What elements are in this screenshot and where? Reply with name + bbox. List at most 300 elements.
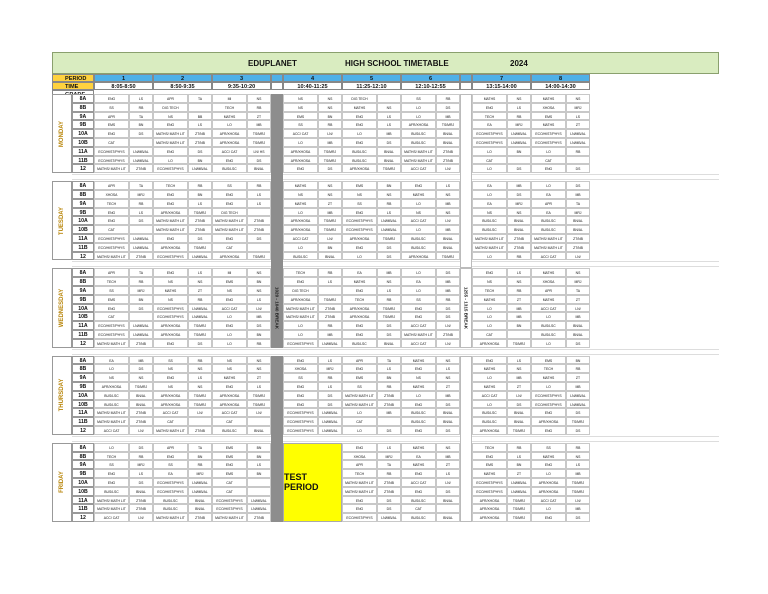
teacher-cell: MB [566, 190, 590, 199]
subject-cell: MATHS [472, 382, 507, 391]
subject-cell: ENG [283, 382, 318, 391]
subject-cell: XHOSA [283, 364, 318, 373]
teacher-cell: NS [247, 364, 271, 373]
subject-cell: CAT [212, 417, 247, 426]
subject-cell: LO [401, 268, 436, 277]
subject-cell: ENG [472, 103, 507, 112]
subject-cell: AFR/XHOSA [531, 478, 566, 487]
subject-cell: ENG [212, 321, 247, 330]
teacher-cell: ZT/NB [318, 312, 342, 321]
teacher-cell: DS [377, 252, 401, 261]
subject-cell: LO [212, 330, 247, 339]
teacher-cell: LN/MB/AL [247, 504, 271, 513]
grade-cell: 10A [72, 304, 94, 313]
teacher-cell: DS [566, 426, 590, 435]
teacher-cell: LN/MB/AL [318, 417, 342, 426]
subject-cell: NS [153, 277, 188, 286]
teacher-cell: DS [436, 312, 460, 321]
teacher-cell: DS [129, 478, 153, 487]
teacher-cell: DS [507, 164, 531, 173]
teacher-cell: BN/AL [436, 138, 460, 147]
subject-cell: LO [342, 408, 377, 417]
teacher-cell: BN [247, 469, 271, 478]
subject-cell: ENG [94, 304, 129, 313]
teacher-cell: TA [129, 112, 153, 121]
teacher-cell: RB [507, 286, 531, 295]
teacher-cell: BN/AL [129, 487, 153, 496]
teacher-cell: MRJ [188, 469, 212, 478]
subject-cell: ENG [94, 469, 129, 478]
subject-cell: APR [94, 181, 129, 190]
subject-cell: MATHS [531, 268, 566, 277]
subject-cell: BUS/LSC [472, 225, 507, 234]
teacher-cell: TS/MRJ [188, 243, 212, 252]
teacher-cell: LN/MB/AL [188, 487, 212, 496]
subject-cell: DIG TECH [153, 103, 188, 112]
subject-cell: AFR/XHOSA [472, 339, 507, 348]
subject-cell: LO [283, 321, 318, 330]
subject-cell: ENG [401, 312, 436, 321]
grade-cell: 12 [72, 513, 94, 522]
subject-cell: NS [283, 94, 318, 103]
teacher-cell: DS [436, 304, 460, 313]
teacher-cell: DS [129, 443, 153, 452]
title-bar [52, 52, 719, 74]
subject-cell: SS [283, 120, 318, 129]
teacher-cell: TS/MRJ [377, 234, 401, 243]
subject-cell: BUS/LSC [153, 496, 188, 505]
teacher-cell: BN [129, 295, 153, 304]
subject-cell: LO [212, 312, 247, 321]
subject-cell: MATHS/ MATH LIT [94, 408, 129, 417]
period-number: 1 [94, 74, 153, 82]
subject-cell: ACC/ CAT [401, 339, 436, 348]
teacher-cell: LS [566, 112, 590, 121]
teacher-cell: LN/MB/AL [377, 225, 401, 234]
teacher-cell: NS [377, 190, 401, 199]
subject-cell: EA [342, 268, 377, 277]
teacher-cell: DS [377, 426, 401, 435]
subject-cell: MATHS/ MATH LIT [283, 312, 318, 321]
teacher-cell: LN/ [436, 216, 460, 225]
period-time: 11:25-12:10 [342, 82, 401, 90]
teacher-cell: DS [436, 426, 460, 435]
subject-cell: XHOSA [531, 103, 566, 112]
teacher-cell: ZT [566, 120, 590, 129]
subject-cell: MATHS/ MATH LIT [472, 243, 507, 252]
subject-cell: NS [212, 364, 247, 373]
subject-cell: MI [212, 94, 247, 103]
teacher-cell: LN/MB/AL [129, 330, 153, 339]
subject-cell: BUS/LSC [401, 234, 436, 243]
teacher-cell: LS [566, 460, 590, 469]
subject-cell: SS [94, 460, 129, 469]
teacher-cell: ZT [188, 286, 212, 295]
day-name: FRIDAY [59, 471, 65, 494]
subject-cell: ACC/ CAT [212, 147, 247, 156]
subject-cell: APR [342, 460, 377, 469]
subject-cell: TECH [472, 443, 507, 452]
subject-cell: ENG [153, 234, 188, 243]
period-label: PERIOD [52, 74, 94, 82]
teacher-cell: DS [566, 181, 590, 190]
subject-cell: BUS/LSC [401, 408, 436, 417]
subject-cell: ENG [153, 452, 188, 461]
subject-cell: LO [401, 391, 436, 400]
teacher-cell: LN/MB/AL [188, 252, 212, 261]
subject-cell: LO [401, 225, 436, 234]
subject-cell: MATHS [401, 443, 436, 452]
teacher-cell: MB [436, 391, 460, 400]
subject-cell: MATHS [531, 295, 566, 304]
teacher-cell: ZT/NB [247, 225, 271, 234]
teacher-cell: LS [247, 295, 271, 304]
subject-cell: AFR/XHOSA [153, 391, 188, 400]
teacher-cell: RB [188, 295, 212, 304]
grade-cell: 12 [72, 339, 94, 348]
subject-cell: BUS/LSC [153, 504, 188, 513]
teacher-cell: RB [129, 277, 153, 286]
day-label [52, 443, 72, 522]
subject-cell: MATHS [342, 103, 377, 112]
subject-cell: APR [153, 443, 188, 452]
subject-cell: NS [153, 364, 188, 373]
teacher-cell: BN [377, 181, 401, 190]
subject-cell: BUS/LSC [401, 417, 436, 426]
subject-cell: ENG [342, 321, 377, 330]
subject-cell: MATHS/ MATH LIT [153, 138, 188, 147]
day-separator [72, 174, 719, 180]
subject-cell: AFR/XHOSA [153, 243, 188, 252]
grade-cell: 10B [72, 400, 94, 409]
subject-cell: AFR/XHOSA [472, 496, 507, 505]
teacher-cell: NS [247, 286, 271, 295]
teacher-cell: MRJ [507, 120, 531, 129]
subject-cell: ECO/HIST/PHYS [531, 129, 566, 138]
teacher-cell: LN/MB/AL [129, 147, 153, 156]
subject-cell: MATHS/ MATH LIT [401, 156, 436, 165]
subject-cell: LO [401, 286, 436, 295]
subject-cell: NS [283, 103, 318, 112]
subject-cell: MATHS [472, 364, 507, 373]
subject-cell: AFR/XHOSA [472, 513, 507, 522]
subject-cell: LO [283, 138, 318, 147]
subject-cell: MATHS [342, 277, 377, 286]
grade-cell: 12 [72, 426, 94, 435]
teacher-cell: LS [377, 208, 401, 217]
teacher-cell: MB [566, 312, 590, 321]
subject-cell: LO [472, 304, 507, 313]
subject-cell: CAT [472, 330, 507, 339]
subject-cell: EA [472, 199, 507, 208]
grade-cell: 11A [72, 234, 94, 243]
subject-cell: NS [342, 190, 377, 199]
teacher-cell [507, 156, 531, 165]
subject-cell: ECO/HIST/PHYS [472, 487, 507, 496]
teacher-cell: BN [507, 147, 531, 156]
teacher-cell: LS [377, 120, 401, 129]
teacher-cell: LS [188, 120, 212, 129]
teacher-cell: LN/MB/AL [188, 164, 212, 173]
teacher-cell: LN/MB/AL [129, 321, 153, 330]
subject-cell: EMS [212, 469, 247, 478]
day-name: TUESDAY [59, 206, 65, 235]
teacher-cell: DS [507, 400, 531, 409]
grade-cell: 8B [72, 452, 94, 461]
period-time: 10:40-11:25 [283, 82, 342, 90]
teacher-cell: BN [507, 321, 531, 330]
teacher-cell: TS/MRJ [318, 156, 342, 165]
teacher-cell: MB [566, 382, 590, 391]
subject-cell: TECH [531, 364, 566, 373]
teacher-cell: ZT/NB [129, 252, 153, 261]
subject-cell: LO [472, 164, 507, 173]
subject-cell: MATHS/ MATH LIT [342, 400, 377, 409]
teacher-cell: ZT/NB [377, 487, 401, 496]
subject-cell: MATHS/ MATH LIT [342, 487, 377, 496]
teacher-cell: BN/AL [436, 234, 460, 243]
teacher-cell: TA [566, 286, 590, 295]
subject-cell: LO [401, 103, 436, 112]
subject-cell: EMS [212, 443, 247, 452]
subject-cell: MATHS/ MATH LIT [94, 417, 129, 426]
subject-cell: LO [531, 312, 566, 321]
subject-cell: BUS/LSC [472, 417, 507, 426]
teacher-cell: MB [318, 208, 342, 217]
subject-cell: MATHS/ MATH LIT [94, 252, 129, 261]
teacher-cell: DS [247, 234, 271, 243]
teacher-cell: DS [436, 487, 460, 496]
subject-cell: BUS/LSC [94, 400, 129, 409]
period-number: 6 [401, 74, 460, 82]
subject-cell: ENG [342, 112, 377, 121]
teacher-cell: RB [247, 181, 271, 190]
teacher-cell: ZT/NB [436, 147, 460, 156]
subject-cell: ACC/ CAT [531, 304, 566, 313]
teacher-cell: BN [247, 277, 271, 286]
teacher-cell: NS [318, 190, 342, 199]
subject-cell: ECO/HIST/PHYS [94, 234, 129, 243]
subject-cell: ENG [531, 426, 566, 435]
teacher-cell: DS [188, 234, 212, 243]
subject-cell: ECO/HIST/PHYS [342, 513, 377, 522]
teacher-cell: NS [377, 103, 401, 112]
teacher-cell: ZT/NB [377, 391, 401, 400]
teacher-cell: LS [377, 443, 401, 452]
teacher-cell: TS/MRJ [129, 382, 153, 391]
period-number: 5 [342, 74, 401, 82]
teacher-cell: LS [507, 452, 531, 461]
subject-cell: BUS/LSC [342, 147, 377, 156]
teacher-cell: ZT/NB [188, 138, 212, 147]
subject-cell: TECH [153, 181, 188, 190]
teacher-cell: TS/MRJ [507, 513, 531, 522]
subject-cell: ACC/ CAT [531, 496, 566, 505]
subject-cell: ECO/HIST/PHYS [153, 478, 188, 487]
teacher-cell: BN [188, 156, 212, 165]
grade-cell: 8A [72, 356, 94, 365]
teacher-cell: LS [377, 286, 401, 295]
subject-cell: AFR/XHOSA [342, 304, 377, 313]
subject-cell: BUS/LSC [94, 487, 129, 496]
teacher-cell: BN [129, 120, 153, 129]
teacher-cell: DS [129, 304, 153, 313]
teacher-cell: MB [318, 330, 342, 339]
teacher-cell: LS [377, 112, 401, 121]
subject-cell: CAT [94, 138, 129, 147]
subject-cell: NS [283, 190, 318, 199]
subject-cell: AFR/XHOSA [153, 321, 188, 330]
grade-cell: 9A [72, 286, 94, 295]
teacher-cell: TA [188, 443, 212, 452]
subject-cell: ECO/HIST/PHYS [94, 330, 129, 339]
subject-cell: LO [531, 147, 566, 156]
subject-cell: CAT [153, 417, 188, 426]
teacher-cell: RB [377, 199, 401, 208]
subject-cell: EA [531, 208, 566, 217]
subject-cell: ENG [342, 120, 377, 129]
subject-cell: ENG [212, 295, 247, 304]
teacher-cell [247, 478, 271, 487]
teacher-cell: BN/AL [566, 225, 590, 234]
teacher-cell: MB [507, 181, 531, 190]
grade-cell: 11B [72, 504, 94, 513]
subject-cell: MATHS [531, 120, 566, 129]
teacher-cell: ZT/NB [188, 216, 212, 225]
teacher-cell: LS [247, 190, 271, 199]
subject-cell: BUS/LSC [94, 391, 129, 400]
teacher-cell: BN [318, 243, 342, 252]
period-number: 7 [472, 74, 531, 82]
subject-cell: ACC/ CAT [212, 304, 247, 313]
subject-cell: AFR/XHOSA [472, 426, 507, 435]
subject-cell: SS [342, 382, 377, 391]
teacher-cell: DS [318, 400, 342, 409]
teacher-cell: LN/MB/AL [566, 391, 590, 400]
teacher-cell: LN/ [436, 164, 460, 173]
subject-cell: NS [94, 373, 129, 382]
subject-cell: AFR/XHOSA [283, 216, 318, 225]
teacher-cell: TS/MRJ [318, 216, 342, 225]
subject-cell: EMS [212, 277, 247, 286]
subject-cell: ENG [94, 94, 129, 103]
subject-cell: MATHS/ MATH LIT [153, 225, 188, 234]
subject-cell: XHOSA [94, 190, 129, 199]
subject-cell: APR [531, 286, 566, 295]
teacher-cell: ZT/NB [129, 164, 153, 173]
teacher-cell: BN/AL [377, 147, 401, 156]
subject-cell: LO [472, 190, 507, 199]
subject-cell: BUS/LSC [401, 138, 436, 147]
subject-cell: LO [531, 504, 566, 513]
teacher-cell: TS/MRJ [318, 147, 342, 156]
teacher-cell: LN/MB/AL [507, 478, 531, 487]
subject-cell: ECO/HIST/PHYS [283, 426, 318, 435]
teacher-cell: BN [247, 443, 271, 452]
teacher-cell: ZT/NB [247, 513, 271, 522]
subject-cell: MATHS/ MATH LIT [212, 216, 247, 225]
teacher-cell: RB [507, 112, 531, 121]
teacher-cell: LN/MB/AL [507, 129, 531, 138]
subject-cell: MATHS/ MATH LIT [342, 478, 377, 487]
teacher-cell: BN/AL [247, 426, 271, 435]
subject-cell: LO [212, 339, 247, 348]
teacher-cell: BN/AL [566, 321, 590, 330]
subject-cell: AFR/XHOSA [212, 252, 247, 261]
day-separator [72, 261, 719, 267]
teacher-cell: MB [507, 304, 531, 313]
teacher-cell: RB [318, 120, 342, 129]
teacher-cell: TS/MRJ [247, 252, 271, 261]
teacher-cell: TS/MRJ [247, 138, 271, 147]
subject-cell: MATHS/ MATH LIT [401, 330, 436, 339]
teacher-cell: NS [247, 268, 271, 277]
subject-cell: BUS/LSC [472, 408, 507, 417]
grade-cell: 11B [72, 156, 94, 165]
subject-cell: EMS [212, 452, 247, 461]
subject-cell: MATHS [531, 452, 566, 461]
teacher-cell [436, 504, 460, 513]
subject-cell: ENG [401, 487, 436, 496]
subject-cell: ECO/HIST/PHYS [531, 138, 566, 147]
teacher-cell: NS [247, 356, 271, 365]
subject-cell: ACC/ CAT [531, 252, 566, 261]
teacher-cell: LN/ [507, 391, 531, 400]
subject-cell: MATHS/ MATH LIT [94, 164, 129, 173]
teacher-cell: LN/MB/AL [188, 478, 212, 487]
subject-cell: LO [531, 181, 566, 190]
subject-cell: ENG [531, 460, 566, 469]
day-name: MONDAY [59, 120, 65, 147]
teacher-cell: RB [247, 339, 271, 348]
teacher-cell: LN/MB/AL [188, 304, 212, 313]
subject-cell: BUS/LSC [472, 216, 507, 225]
teacher-cell: LS [318, 277, 342, 286]
subject-cell: ECO/HIST/PHYS [472, 129, 507, 138]
teacher-cell: TS/MRJ [566, 487, 590, 496]
day-name: THURSDAY [59, 378, 65, 412]
teacher-cell: LS [247, 382, 271, 391]
subject-cell: MATHS/ MATH LIT [401, 147, 436, 156]
teacher-cell: LN/MB/AL [318, 426, 342, 435]
subject-cell: ECO/HIST/PHYS [153, 252, 188, 261]
teacher-cell: TS/MRJ [377, 164, 401, 173]
grade-cell: 10B [72, 138, 94, 147]
grade-cell: 8B [72, 364, 94, 373]
subject-cell: ECO/HIST/PHYS [94, 156, 129, 165]
teacher-cell: BN/AL [188, 496, 212, 505]
teacher-cell: ZT/NB [129, 496, 153, 505]
grade-cell: 12 [72, 252, 94, 261]
teacher-cell [318, 286, 342, 295]
teacher-cell: MB [247, 312, 271, 321]
subject-cell: ENG [342, 496, 377, 505]
subject-cell: DIG TECH [212, 208, 247, 217]
teacher-cell: BN/AL [507, 216, 531, 225]
teacher-cell: DS [377, 321, 401, 330]
teacher-cell: LN/ [129, 513, 153, 522]
teacher-cell: NS [188, 277, 212, 286]
subject-cell: MI [212, 268, 247, 277]
teacher-cell: TA [566, 199, 590, 208]
subject-cell: ENG [153, 268, 188, 277]
teacher-cell: LS [188, 373, 212, 382]
break-header [271, 74, 283, 82]
teacher-cell: ZT/NB [377, 400, 401, 409]
subject-cell: ENG [401, 426, 436, 435]
subject-cell: EA [401, 452, 436, 461]
subject-cell: AFR/XHOSA [531, 417, 566, 426]
